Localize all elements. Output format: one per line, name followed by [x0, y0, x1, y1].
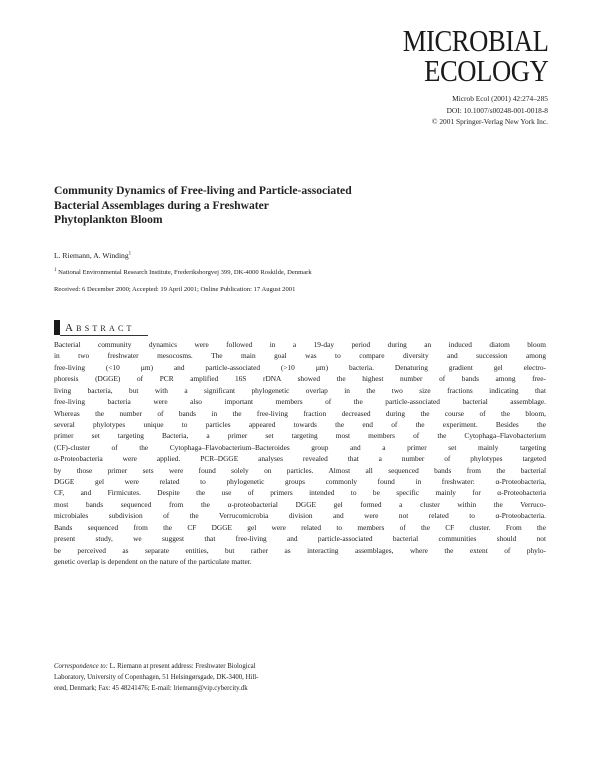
- correspondence-line: erød, Denmark; Fax: 45 48241476; E-mail: lriemann@vip.cybercity.dk: [54, 685, 248, 692]
- abstract-line: living bacteria, but with a significant phylogenetic overlap in the two size fractions indicating that: [54, 385, 546, 395]
- abstract-line: by those primer sets were found solely on particles. Almost all sequenced bands from the bacterial: [54, 465, 546, 475]
- authors-names: L. Riemann, A. Winding: [54, 251, 129, 260]
- abstract-marker-bar: [54, 320, 60, 335]
- abstract-line: in two freshwater mesocosms. The main goal was to compare diversity and succession among: [54, 351, 546, 361]
- abstract-line: DGGE gel were related to phylogenetic groups commonly found in freshwater: α-Proteobacteria,: [54, 477, 546, 487]
- journal-logo-line1: MICROBIAL: [402, 23, 548, 58]
- abstract-line: present study, we suggest that free-living and particle-associated bacterial communities should not: [54, 534, 546, 544]
- doi-link[interactable]: DOI: 10.1007/s00248-001-0018-8: [446, 105, 548, 115]
- author-superscript: 1: [128, 251, 132, 257]
- title-line: Bacterial Assemblages during a Freshwater: [54, 198, 269, 212]
- abstract-line: free-living bacteria were also important members of the particle-associated bacterial assemblage.: [54, 397, 546, 407]
- abstract-line: Bands sequenced from the CF DGGE gel were related to members of the CF cluster. From the: [54, 522, 546, 532]
- abstract-line: primer set targeting Bacteria, a primer set targeting most members of the Cytophaga–Flavobacterium: [54, 431, 546, 441]
- correspondence-note: [54, 661, 304, 694]
- abstract-line: Whereas the number of bands in the free-living fraction decreased during the course of the bloom,: [54, 408, 546, 418]
- correspondence-label: Correspondence to:: [54, 663, 108, 670]
- affiliation-superscript: 1: [54, 268, 57, 273]
- affiliation: [54, 268, 312, 276]
- abstract-line: microbiales subdivision of the Verrucomicrobia division and were not related to α-Proteobacteria.: [54, 511, 546, 521]
- abstract-line: phoresis (DGGE) of PCR amplified 16S rDNA showed the highest number of bands among free-: [54, 374, 546, 384]
- correspondence-address: L. Riemann at present address: Freshwater Biological: [107, 663, 256, 670]
- journal-logo-line2: ECOLOGY: [423, 53, 548, 89]
- abstract-header: [54, 320, 135, 335]
- abstract-line: free-living (<10 µm) and particle-associated (>10 µm) bacteria. Denaturing gradient gel electro-: [54, 362, 546, 372]
- abstract-heading: [65, 322, 135, 334]
- abstract-line: several phylotypes unique to particles appeared towards the end of the experiment. Besides the: [54, 419, 546, 429]
- abstract-line: α-Proteobacteria were applied. PCR–DGGE analyses revealed that a number of phylotypes targeted: [54, 454, 546, 464]
- abstract-heading-rest: BSTRACT: [76, 323, 135, 333]
- abstract-line: genetic overlap is dependent on the nature of the particulate matter.: [54, 557, 252, 567]
- abstract-line: CF, and Firmicutes. Despite the use of primers intended to be specific mainly for α-Proteobacteria: [54, 488, 546, 498]
- publication-dates: Received: 6 December 2000; Accepted: 19 April 2001; Online Publication: 17 August 2001: [54, 286, 296, 293]
- title-line: Phytoplankton Bloom: [54, 213, 163, 227]
- abstract-line: Bacterial community dynamics were followed in a 19-day period during an induced diatom bloom: [54, 340, 546, 349]
- abstract-body: [54, 339, 546, 567]
- journal-logo: [402, 23, 548, 89]
- authors: [54, 251, 131, 260]
- abstract-line: (CF)-cluster of the Cytophaga–Flavobacterium–Bacteroides group and a primer set mainly targeting: [54, 442, 546, 452]
- journal-citation: Microb Ecol (2001) 42:274–285: [452, 94, 548, 103]
- article-title: [54, 184, 414, 228]
- citation-block: [432, 93, 548, 128]
- correspondence-line: Laboratory, University of Copenhagen, 51 Helsingørsgade, DK-3400, Hill-: [54, 674, 259, 681]
- affiliation-text: National Environmental Research Institute, Frederiksborgvej 399, DK-4000 Roskilde, Denmark: [58, 269, 312, 277]
- correspondence-line: [54, 661, 304, 672]
- title-line: Community Dynamics of Free-living and Particle-associated: [54, 184, 352, 197]
- copyright-notice: © 2001 Springer-Verlag New York Inc.: [431, 117, 548, 126]
- abstract-heading-initial: A: [65, 321, 77, 334]
- abstract-line: be perceived as separate entities, but rather as interacting assemblages, where the extent of phylo-: [54, 545, 546, 555]
- abstract-rule: [60, 335, 148, 336]
- abstract-line: most bands sequenced from the α-proteobacterial DGGE gel formed a cluster within the Verruco-: [54, 499, 546, 509]
